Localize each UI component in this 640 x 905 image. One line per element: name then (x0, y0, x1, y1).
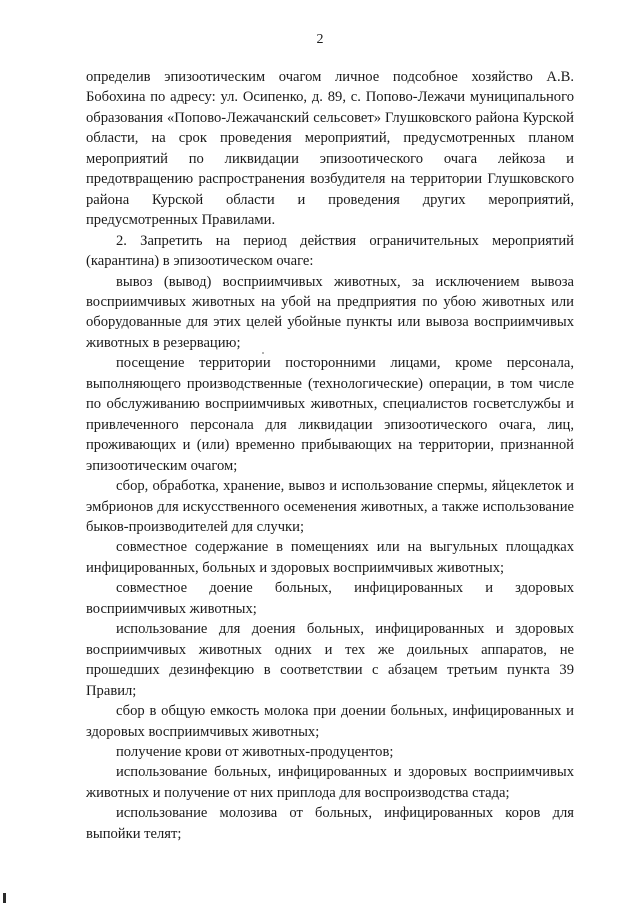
page-number: 2 (316, 32, 324, 47)
scan-speck (262, 352, 264, 354)
paragraph-prohibition-milk-collection: сбор в общую емкость молока при доении больных, инфицированных и здоровых восприимчивых животных; (86, 703, 574, 740)
paragraph-item-2-heading: 2. Запретить на период действия ограничительных мероприятий (карантина) в эпизоотическом очаге: (86, 232, 574, 270)
paragraph-prohibition-export: вывоз (вывод) восприимчивых животных, за исключением вывоза восприимчивых животных на убой на предприятия по убою животных или оборудованные для этих целей убойные пункты или вывоза восприимчивых животных в резервацию; (86, 273, 574, 351)
paragraph-continuation: определив эпизоотическим очагом личное подсобное хозяйство А.В. Бобохина по адресу: ул. Осипенко, д. 89, с. Попово-Лежачи муниципального образования «Попово-Лежачанский сельсовет» Глушковского района Курской области, на срок проведения мероприятий, предусмотренных планом мероприятий по ликвидации эпизоотического очага лейкоза и предотвращению распространения возбудителя на территории Глушковского района Курской области и проведения других мероприятий, предусмотренных Правилами. (86, 69, 574, 229)
paragraph-prohibition-milking-machines: использование для доения больных, инфицированных и здоровых восприимчивых животных одних и тех же доильных аппаратов, не прошедших дезинфекцию в соответствии с абзацем третьим пункта 39 Правил; (86, 621, 574, 699)
paragraph-prohibition-visits: посещение территории посторонними лицами, кроме персонала, выполняющего производственные (технологические) операции, в том числе по обслуживанию восприимчивых животных, специалистов госветслужбы и привлеченного персонала для ликвидации эпизоотического очага, лиц, проживающих и (или) временно прибывающих на территории, признанной эпизоотическим очагом; (86, 355, 574, 474)
paragraph-prohibition-semen: сбор, обработка, хранение, вывоз и использование спермы, яйцеклеток и эмбрионов для искусственного осеменения животных, а также использование быков-производителей для случки; (86, 478, 574, 535)
paragraph-prohibition-colostrum: использование молозива от больных, инфицированных коров для выпойки телят; (86, 805, 574, 842)
document-body (86, 67, 574, 844)
paragraph-prohibition-breeding: использование больных, инфицированных и здоровых восприимчивых животных и получение от них приплода для воспроизводства стада; (86, 764, 574, 801)
paragraph-prohibition-joint-keeping: совместное содержание в помещениях или на выгульных площадках инфицированных, больных и здоровых восприимчивых животных; (86, 539, 574, 576)
scan-edge-mark (3, 893, 6, 903)
paragraph-prohibition-blood: получение крови от животных-продуцентов; (116, 743, 394, 760)
paragraph-prohibition-joint-milking: совместное доение больных, инфицированных и здоровых восприимчивых животных; (86, 580, 574, 617)
